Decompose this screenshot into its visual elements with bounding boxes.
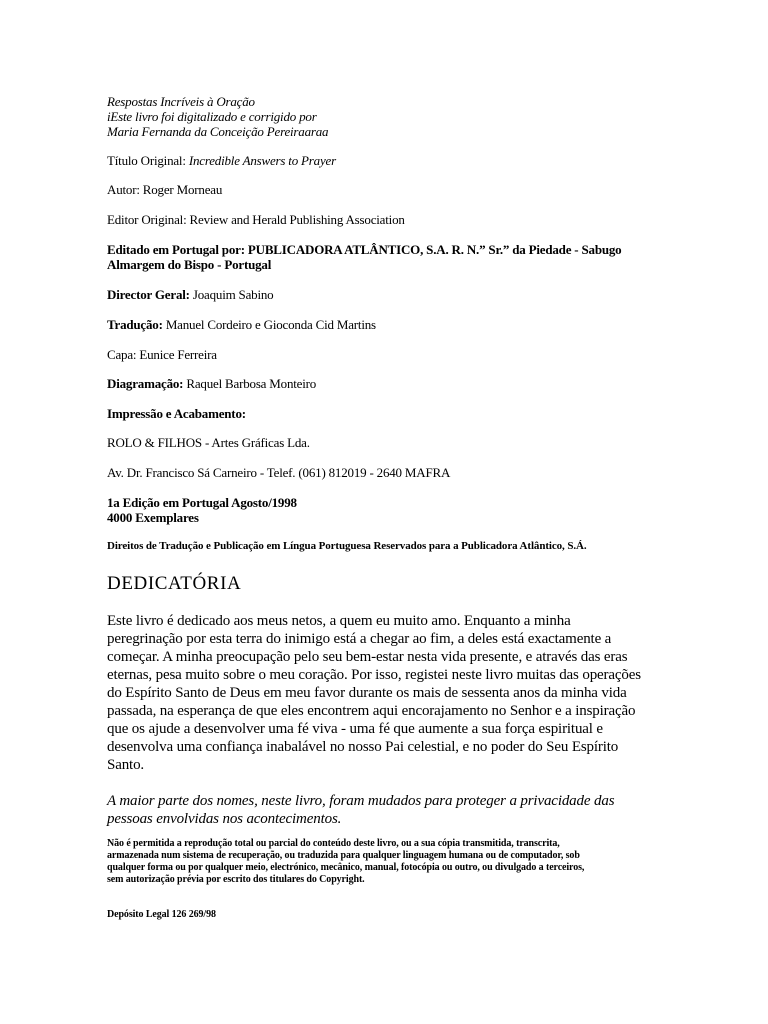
translation-label: Tradução:: [107, 317, 163, 332]
author-line: Autor: Roger Morneau: [107, 182, 223, 197]
translation-line: [107, 317, 376, 332]
printer-line: ROLO & FILHOS - Artes Gráficas Lda.: [107, 435, 310, 450]
copyright-line: sem autorização prévia por escrito dos titulares do Copyright.: [107, 874, 365, 885]
dedication-line: do Espírito Santo de Deus em meu favor durante os mais de sessenta anos da minha vida: [107, 685, 627, 701]
dedication-line: passada, na esperança de que eles encontrem aqui encorajamento no Senhor e a inspiração: [107, 703, 636, 719]
privacy-note-line: A maior parte dos nomes, neste livro, foram mudados para proteger a privacidade das: [107, 793, 615, 809]
dedication-heading: DEDICATÓRIA: [107, 573, 242, 594]
copyright-line: qualquer forma ou por qualquer meio, electrónico, mecânico, manual, fotocópia ou outro, ou divulgado a terceiros,: [107, 862, 585, 873]
dedication-line: começar. A minha preocupação pelo seu bem-estar nesta vida presente, e através das eras: [107, 649, 628, 665]
dedication-line: eternas, pesa muito sobre o meu coração. Por isso, registei neste livro muitas das operações: [107, 667, 641, 683]
original-title-value: Incredible Answers to Prayer: [188, 153, 336, 168]
legal-deposit: Depósito Legal 126 269/98: [107, 909, 216, 920]
edition-block: [107, 495, 297, 525]
director-value: Joaquim Sabino: [192, 287, 274, 302]
edited-block: [107, 242, 621, 272]
dedication-line: Este livro é dedicado aos meus netos, a quem eu muito amo. Enquanto a minha: [107, 613, 571, 629]
edition-line: 1a Edição em Portugal Agosto/1998: [107, 495, 297, 510]
copyright-line: Não é permitida a reprodução total ou parcial do conteúdo deste livro, ou a sua cópia transmitida, transcrita,: [107, 838, 560, 849]
cover-line: Capa: Eunice Ferreira: [107, 347, 217, 362]
edited-value-line1: PUBLICADORA ATLÂNTICO, S.A. R. N.” Sr.” da Piedade - Sabugo: [247, 242, 622, 257]
layout-value: Raquel Barbosa Monteiro: [186, 376, 317, 391]
director-line: [107, 287, 273, 302]
copyright-line: armazenada num sistema de recuperação, ou traduzida para qualquer linguagem humana ou de computador, sob: [107, 850, 580, 861]
copies-line: 4000 Exemplares: [107, 510, 199, 525]
privacy-note: [107, 792, 647, 828]
dedication-line: Santo.: [107, 757, 145, 773]
book-title: Respostas Incríveis à Oração: [107, 94, 255, 109]
original-title: [107, 153, 336, 168]
digitizer-name: Maria Fernanda da Conceição Pereiraaraa: [107, 124, 329, 139]
translation-value: Manuel Cordeiro e Gioconda Cid Martins: [165, 317, 376, 332]
dedication-line: peregrinação por esta terra do inimigo está a chegar ao fim, a deles está exactamente a: [107, 631, 612, 647]
edited-value-line2: Almargem do Bispo - Portugal: [107, 257, 272, 272]
dedication-text: [107, 612, 647, 774]
dedication-line: que os ajude a desenvolver uma fé viva - uma fé que aumente a sua força espiritual e: [107, 721, 603, 737]
dedication-line: desenvolva uma confiança inabalável no nosso Pai celestial, e no poder do Seu Espírito: [107, 739, 619, 755]
original-publisher: Editor Original: Review and Herald Publishing Association: [107, 212, 405, 227]
printer-address: Av. Dr. Francisco Sá Carneiro - Telef. (061) 812019 - 2640 MAFRA: [107, 465, 451, 480]
privacy-note-line: pessoas envolvidas nos acontecimentos.: [107, 811, 342, 827]
original-title-label: Título Original:: [107, 153, 186, 168]
rights-notice: Direitos de Tradução e Publicação em Língua Portuguesa Reservados para a Publicadora Atlântico, S.Á.: [107, 540, 587, 552]
printing-label: Impressão e Acabamento:: [107, 406, 246, 421]
edited-label: Editado em Portugal por:: [107, 242, 245, 257]
copyright-notice: [107, 838, 667, 886]
book-title-block: [107, 94, 328, 139]
director-label: Director Geral:: [107, 287, 190, 302]
layout-label: Diagramação:: [107, 376, 184, 391]
digitization-note: iEste livro foi digitalizado e corrigido por: [107, 109, 317, 124]
layout-line: [107, 376, 316, 391]
